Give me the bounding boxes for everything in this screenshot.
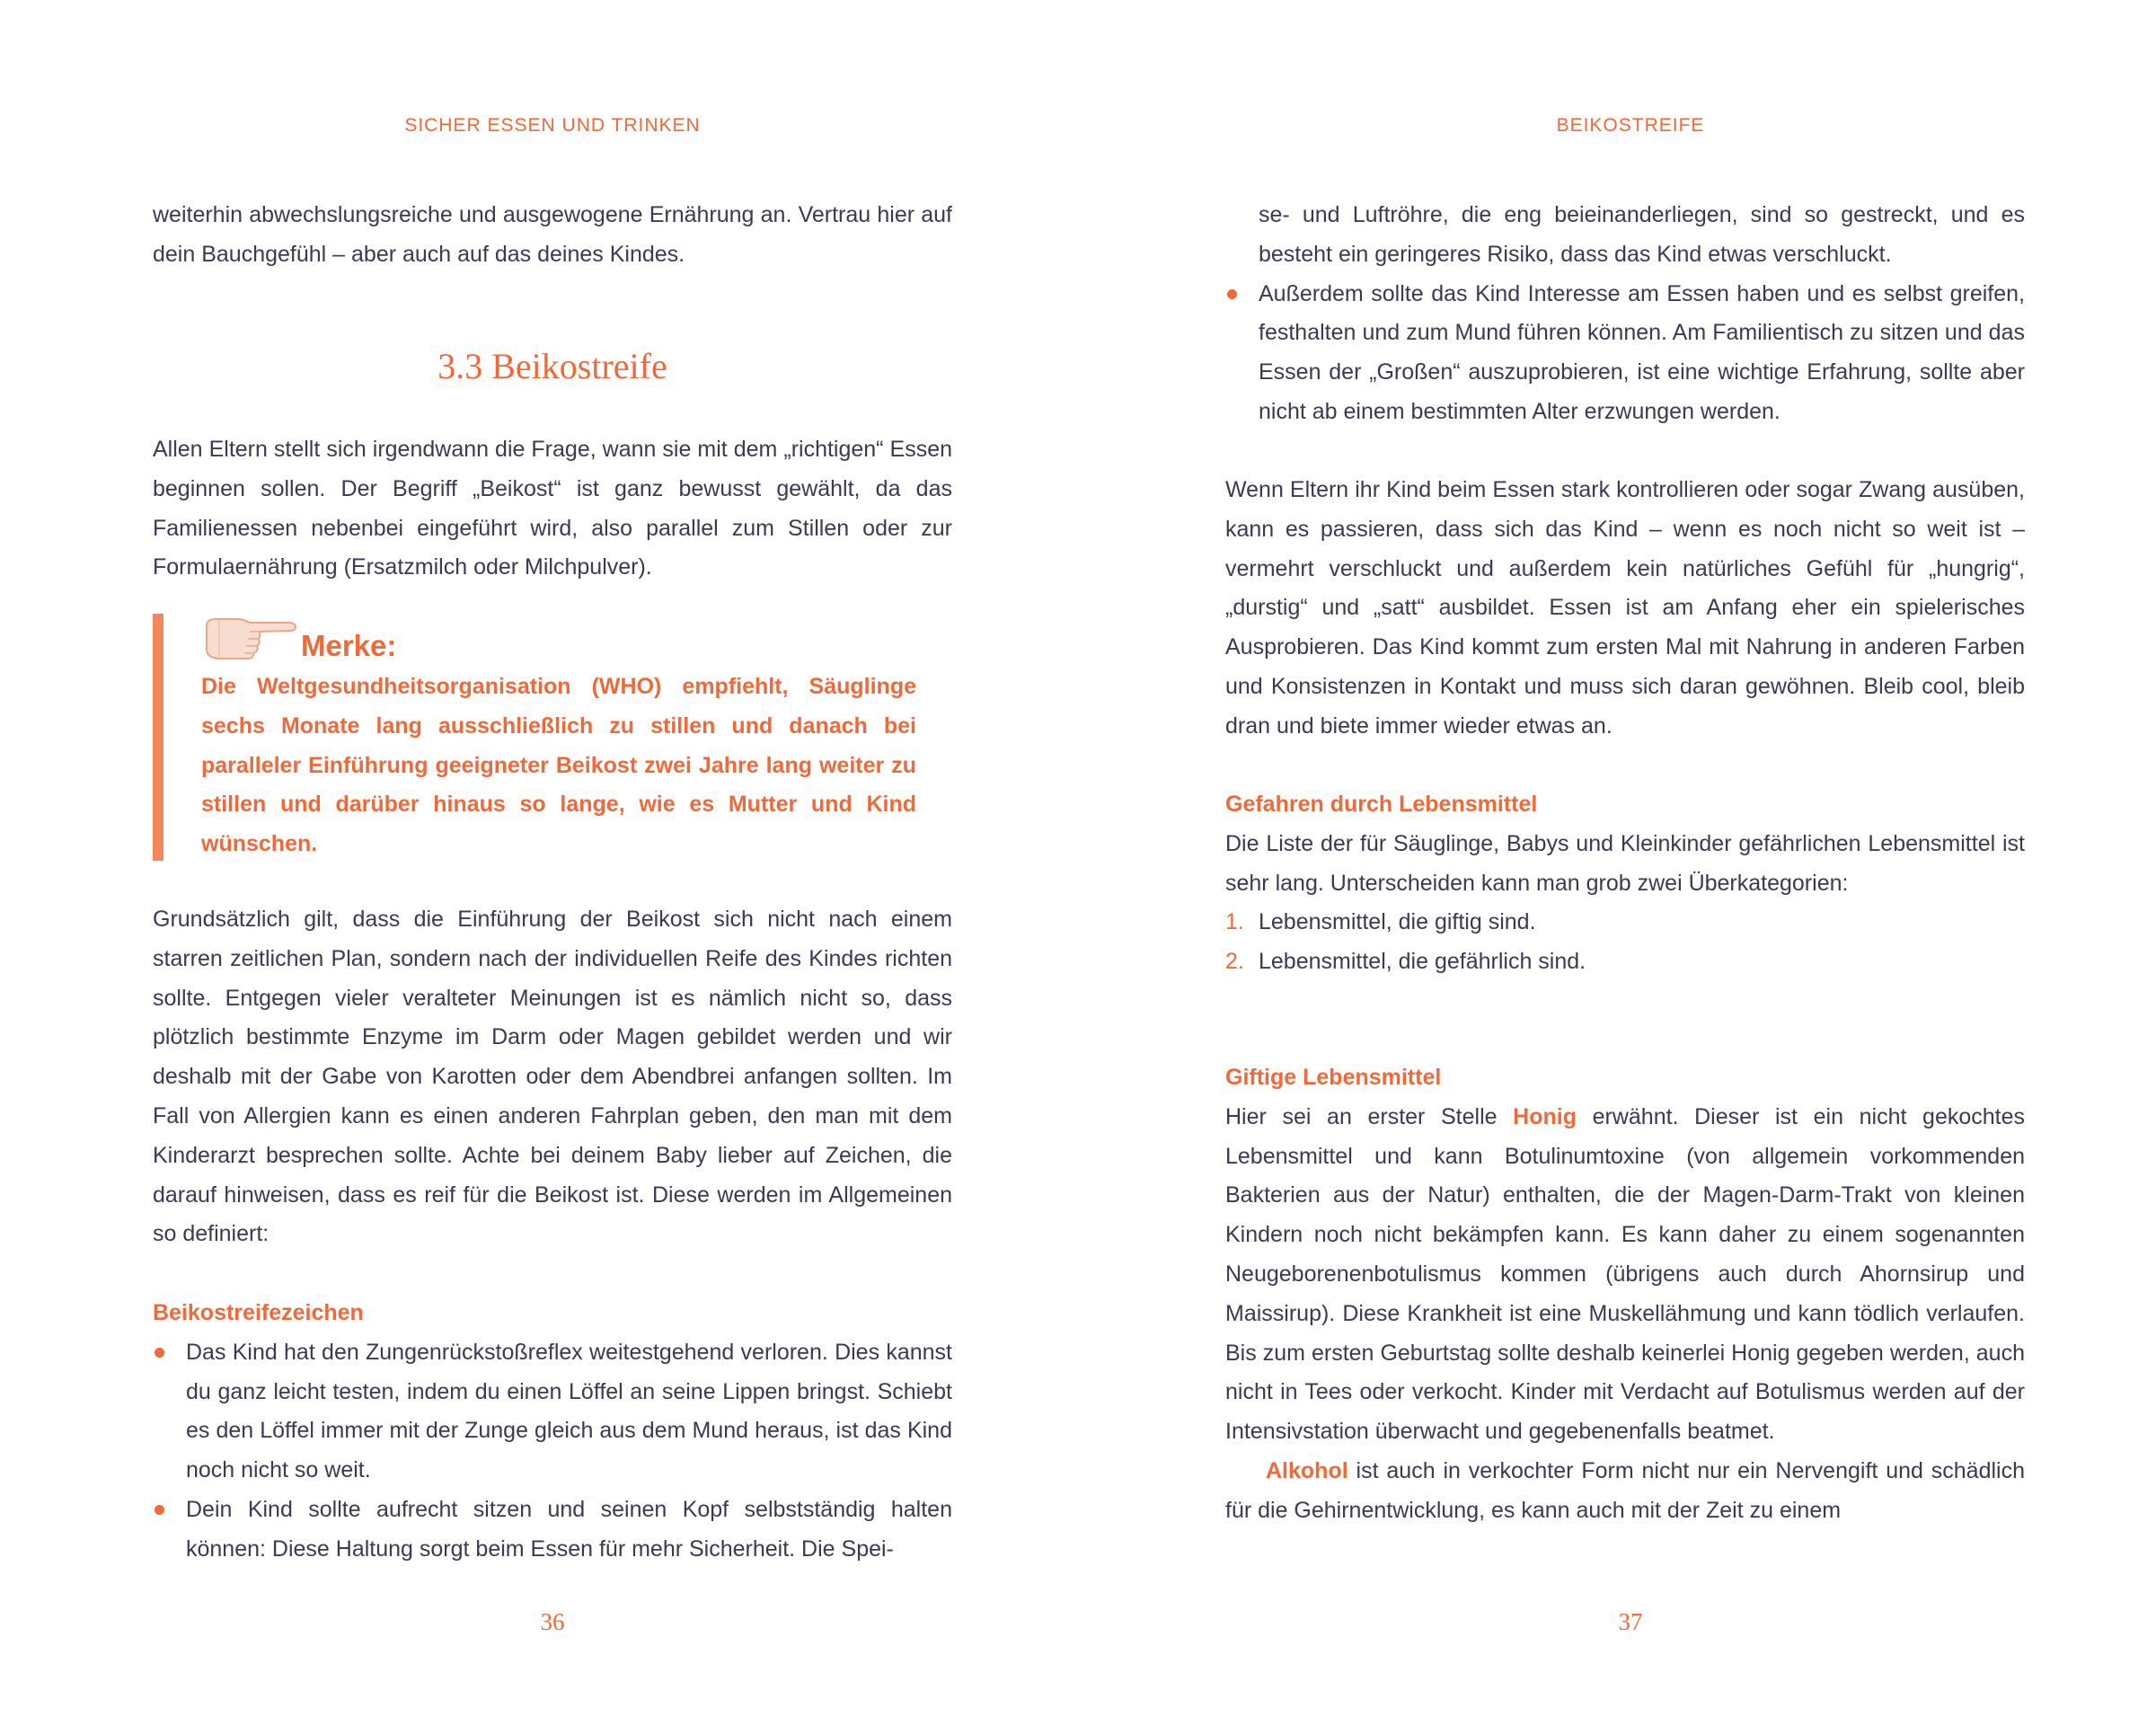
- page-number-left: 36: [540, 1608, 565, 1635]
- bullet-text: se- und Luftröhre, die eng beieinanderliegen, sind so gestreckt, und es besteht ein geringeres Risiko, dass das Kind etwas verschluckt.: [1259, 202, 2025, 267]
- alkohol-highlight: Alkohol: [1266, 1457, 1348, 1483]
- merke-title: Merke:: [301, 629, 397, 662]
- subhead-giftige: Giftige Lebensmittel: [1225, 1065, 1442, 1090]
- list-item: [153, 1333, 952, 1491]
- gefahren-block: [1225, 785, 2025, 982]
- list-item: [1225, 903, 2025, 943]
- list-item-continued: [1225, 196, 2025, 275]
- paragraph-honig: [1225, 1098, 2025, 1452]
- continued-bullet-list: [1225, 196, 2025, 432]
- para2-block: [153, 900, 952, 1254]
- list-text: Lebensmittel, die gefährlich sind.: [1259, 949, 1586, 975]
- subhead-beikostreifezeichen: Beikostreifezeichen: [153, 1300, 364, 1325]
- page-number-right: 37: [1618, 1608, 1643, 1635]
- merke-callout: [153, 614, 921, 861]
- list-text: Lebensmittel, die giftig sind.: [1259, 909, 1536, 935]
- paragraph-beikost-intro: Allen Eltern stellt sich irgendwann die Frage, wann sie mit dem „richtigen“ Essen beginnen sollen. Der Begriff „Beikost“ ist ganz bewusst gewählt, da das Familienessen nebenbei eingeführt wird, also parallel zum Stillen oder zur Formulaernährung (Ersatzmilch oder Milchpulver).: [153, 437, 952, 580]
- para-kontrolle-block: [1225, 471, 2025, 747]
- honig-highlight: Honig: [1513, 1103, 1577, 1129]
- giftige-block: [1225, 1058, 2025, 1531]
- bullet-dot: [155, 1348, 164, 1358]
- paragraph-kontrolle: Wenn Eltern ihr Kind beim Essen stark kontrollieren oder sogar Zwang ausüben, kann es passieren, dass sich das Kind – wenn es noch nicht so weit ist – vermehrt verschluckt und außerdem kein natürliches Gefühl für „hungrig“, „durstig“ und „satt“ ausbildet. Essen ist am Anfang eher ein spielerisches Ausprobieren. Das Kind kommt zum ersten Mal mit Nahrung in anderen Farben und Konsistenzen in Kontakt und muss sich daran gewöhnen. Bleib cool, bleib dran und biete immer wieder etwas an.: [1225, 477, 2025, 739]
- para1-block: [153, 430, 952, 588]
- numbered-list: [1225, 903, 2025, 982]
- bullet-dot: [1227, 289, 1237, 299]
- list-item: [153, 1491, 952, 1570]
- merke-text: Die Weltgesundheitsorganisation (WHO) empfiehlt, Säuglinge sechs Monate lang ausschließlich zu stillen und danach bei paralleler Einführung geeigneter Beikost zwei Jahre lang weiter zu stillen und darüber hinaus so lange, wie es Mutter und Kind wünschen.: [201, 674, 916, 857]
- list-item: [1225, 275, 2025, 432]
- section-heading-block: [153, 347, 952, 386]
- list-number: 1.: [1225, 909, 1244, 935]
- list-item: [1225, 943, 2025, 982]
- merke-accent-bar: [153, 614, 163, 861]
- intro-paragraph-block: [153, 196, 952, 275]
- bullet-text: Außerdem sollte das Kind Interesse am Essen haben und es selbst greifen, festhalten und zum Mund führen können. Am Familientisch zu sitzen und das Essen der „Großen“ auszuprobieren, ist eine wichtige Erfahrung, sollte aber nicht ab einem bestimmten Alter erzwungen werden.: [1259, 280, 2025, 424]
- section-title: 3.3 Beikostreife: [437, 346, 667, 386]
- beikostreife-bullet-list: [153, 1333, 952, 1570]
- bullet-dot: [155, 1505, 164, 1515]
- paragraph-reife: Grundsätzlich gilt, dass die Einführung der Beikost sich nicht nach einem starren zeitlichen Plan, sondern nach der individuellen Reife des Kindes richten sollte. Entgegen vieler veralteter Meinungen ist es nämlich nicht so, dass plötzlich bestimmte Enzyme im Darm oder Magen gebildet werden und wir deshalb mit der Gabe von Karotten oder dem Abendbrei anfangen sollten. Im Fall von Allergien kann es einen anderen Fahrplan geben, den man mit dem Kinderarzt besprechen sollte. Achte bei deinem Baby lieber auf Zeichen, die darauf hinweisen, dass es reif für die Beikost ist. Diese werden im Allgemeinen so definiert:: [153, 907, 952, 1247]
- bullet-text: Das Kind hat den Zungenrückstoßreflex weitestgehend verloren. Dies kannst du ganz leicht testen, indem du einen Löffel an seine Lippen bringst. Schiebt es den Löffel immer mit der Zunge gleich aus dem Mund heraus, ist das Kind noch nicht so weit.: [186, 1339, 952, 1483]
- continued-bullets-block: [1225, 196, 2025, 432]
- paragraph-gefahren: Die Liste der für Säuglinge, Babys und Kleinkinder gefährlichen Lebensmittel ist sehr lang. Unterscheiden kann man grob zwei Überkategorien:: [1225, 830, 2025, 896]
- running-head-left: SICHER ESSEN UND TRINKEN: [404, 115, 701, 136]
- running-head-right: BEIKOSTREIFE: [1556, 115, 1705, 136]
- paragraph-alkohol: [1225, 1452, 2025, 1531]
- right-page: [1078, 0, 2156, 1717]
- honig-suffix: erwähnt. Dieser ist ein nicht gekochtes Lebensmittel und kann Botulinumtoxine (von allgemein vorkommenden Bakterien aus der Natur) enthalten, die der Magen-Darm-Trakt von kleinen Kindern noch nicht bekämpfen kann. Es kann daher zu einem sogenannten Neugeborenenbotulismus kommen (übrigens auch durch Ahornsirup und Maissirup). Diese Krankheit ist eine Muskellähmung und kann tödlich verlaufen. Bis zum ersten Geburtstag sollte deshalb keinerlei Honig gegeben werden, auch nicht in Tees oder verkocht. Kinder mit Verdacht auf Botulismus werden auf der Intensivstation überwacht und gegebenenfalls beatmet.: [1225, 1103, 2026, 1445]
- honig-prefix: Hier sei an erster Stelle: [1225, 1103, 1514, 1129]
- bullet-text: Dein Kind sollte aufrecht sitzen und seinen Kopf selbstständig halten können: Diese Haltung sorgt beim Essen für mehr Sicherheit. Die Spei-: [186, 1496, 952, 1562]
- pointing-hand-icon: [201, 614, 296, 662]
- beikostreifezeichen-block: [153, 1294, 952, 1570]
- alkohol-suffix: ist auch in verkochter Form nicht nur ein Nervengift und schädlich für die Gehirnentwicklung, es kann auch mit der Zeit zu einem: [1225, 1457, 2025, 1523]
- list-number: 2.: [1225, 949, 1244, 975]
- intro-paragraph: weiterhin abwechslungsreiche und ausgewogene Ernährung an. Vertrau hier auf dein Bauchgefühl – aber auch auf das deines Kindes.: [153, 202, 952, 267]
- subhead-gefahren: Gefahren durch Lebensmittel: [1225, 792, 1538, 817]
